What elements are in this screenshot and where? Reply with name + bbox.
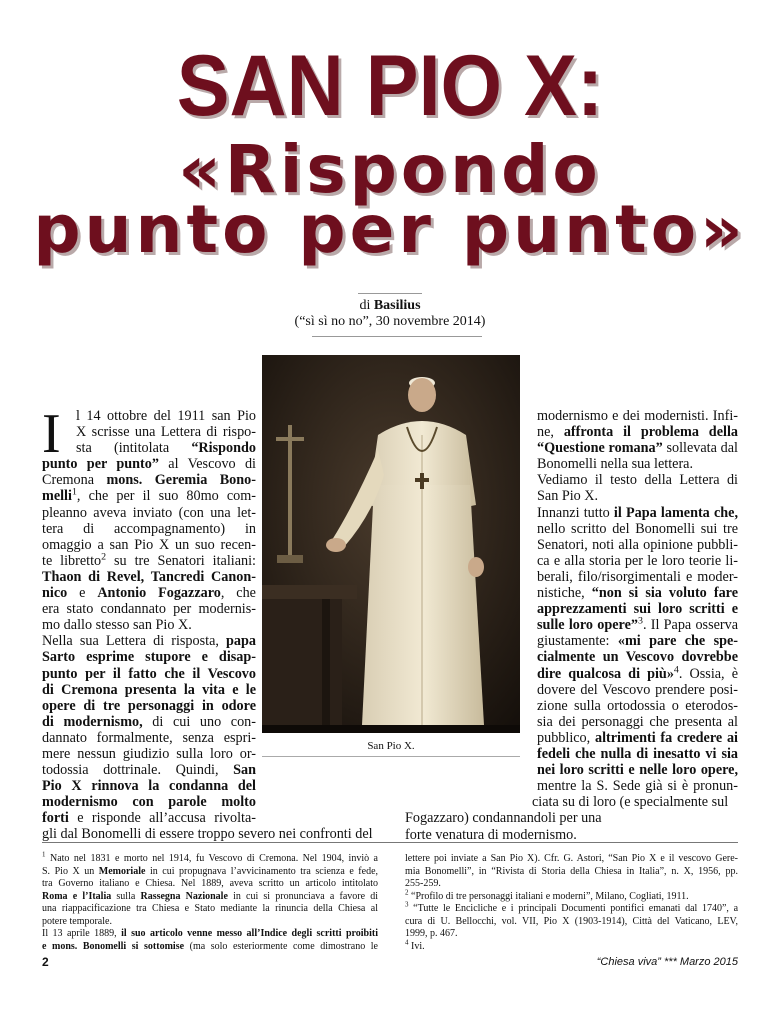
footnote-line: mia Bonomelli”, in “Rivista di Storia della Chiesa in Italia”, n. X, 1956, pp. bbox=[405, 865, 738, 877]
byline-source: (“sì sì no no”, 30 novembre 2014) bbox=[294, 314, 486, 329]
text-line: pubblico, altrimenti fa credere ai bbox=[537, 729, 739, 746]
text-line: sulle loro opere”$^3$. Il Papa osserva bbox=[537, 615, 738, 634]
footnote-line: $^4$ Ivi. bbox=[405, 938, 425, 952]
text-line: Sarto esprime stupore e disap- bbox=[42, 649, 256, 666]
text-line: forti e risponde all’accusa rivolta- bbox=[42, 810, 256, 827]
text-line: ne, affronta il problema della bbox=[537, 424, 738, 441]
text-line: San Pio X. bbox=[537, 488, 599, 505]
text-line: modernismo e dei modernisti. Infi- bbox=[537, 408, 738, 424]
text-line: Cremona mons. Geremia Bono- bbox=[42, 472, 256, 489]
text-line: Vediamo il testo della Lettera di bbox=[537, 472, 738, 489]
column-2-end bbox=[405, 827, 738, 843]
column-1 bbox=[76, 408, 256, 456]
text-line: Senatori, noti alla opinione pubbli- bbox=[537, 536, 738, 553]
footnote-line: cura di U. Bellocchi, vol. VII, Pio X (1903-1914), Città del Vaticano, LEV, bbox=[405, 915, 738, 927]
byline-rule-bottom bbox=[312, 336, 482, 337]
footnote-line: $^2$ “Profilo di tre personaggi italiani e moderni”, Milano, Cogliati, 1911. bbox=[405, 888, 689, 902]
text-line: todossia dottrinale. Quindi, San bbox=[42, 762, 256, 779]
title-line-3: punto per punto» bbox=[33, 191, 747, 268]
footnote-line: lettere poi inviate a San Pio X). Cfr. G. Astori, “San Pio X e il vescovo Gere- bbox=[405, 853, 738, 864]
footnote-line: S. Pio X un Memoriale in cui propugnava l’avvicinamento tra scienza e fede, bbox=[42, 865, 379, 877]
footnotes-right bbox=[405, 853, 738, 953]
text-line: gli dal Bonomelli di essere troppo severo nei confronti del bbox=[42, 826, 373, 843]
text-line: mentre la S. Sede già si è pronun- bbox=[537, 778, 738, 795]
text-line: giustamente: «mi pare che spe- bbox=[537, 633, 739, 650]
text-line: omaggio a san Pio X un suo recen- bbox=[42, 536, 256, 553]
text-line: dire qualcosa di più»$^4$. Ossia, è bbox=[537, 663, 738, 682]
column-2-bottom bbox=[405, 794, 738, 826]
text-line: mo dallo stesso san Pio X. bbox=[42, 617, 192, 634]
footnote-line: una riappacificazione tra Chiesa e Stato mediante la rinuncia della Chiesa al bbox=[42, 903, 378, 914]
text-line: forte venatura di modernismo. bbox=[405, 826, 577, 843]
text-line: melli$^1$, che per il suo 80mo com- bbox=[42, 486, 256, 505]
footnote-line: 255-259. bbox=[405, 878, 441, 889]
author-name: Basilius bbox=[373, 298, 421, 313]
text-line: Thaon di Revel, Tancredi Canon- bbox=[42, 568, 256, 585]
footnote-line: e mons. Bonomelli si sottomise (ma solo esteriormente come dimostrano le bbox=[42, 940, 378, 952]
text-line: fedeli che nulla di inesatto vi sia bbox=[537, 745, 738, 762]
text-line: apprezzamenti sui loro scritti e bbox=[537, 601, 738, 618]
text-line: Innanzi tutto il Papa lamenta che, bbox=[537, 504, 738, 521]
text-line: berali, filo/risorgimentali e moder- bbox=[537, 568, 738, 585]
text-line: ca e alla storia per le loro teorie li- bbox=[537, 552, 738, 569]
text-line: Nella sua Lettera di risposta, papa bbox=[42, 633, 256, 650]
text-line: nistiche, “non si sia voluto fare bbox=[537, 585, 738, 602]
footnote-line: tra Governo italiano e Chiesa. Nel 1889, aveva scritto un articolo intitolato bbox=[42, 878, 378, 889]
text-line: di Cremona presenta la vita e le bbox=[42, 681, 256, 698]
text-line: dannato formalmente, senza espri- bbox=[42, 729, 256, 746]
text-line: opere di tre personaggi in odore bbox=[42, 697, 256, 714]
pope-photo bbox=[262, 355, 520, 733]
text-line: tera di accompagnamento) in bbox=[42, 520, 256, 537]
text-line: ciata su di loro (e specialmente sul bbox=[532, 794, 729, 811]
footnote-line: Il 13 aprile 1889, il suo articolo venne messo all’Indice degli scritti proibiti bbox=[42, 928, 378, 939]
byline: di Basilius bbox=[359, 298, 421, 313]
text-line: Fogazzaro) condannandoli per una bbox=[405, 810, 602, 827]
drop-cap: I bbox=[42, 403, 61, 465]
text-line: “Questione romana” sollevata dal bbox=[537, 440, 738, 457]
column-1-body bbox=[42, 456, 373, 843]
text-line: mere nessun giudizio sulla loro or- bbox=[42, 745, 256, 762]
text-line: nello scritto del Bonomelli sui tre bbox=[537, 520, 738, 537]
footnote-line: 1999, p. 467. bbox=[405, 928, 458, 939]
footnote-line: $^1$ Nato nel 1831 e morto nel 1914, fu Vescovo di Cremona. Nel 1904, inviò a bbox=[42, 850, 378, 864]
text-line: sia dei personaggi che presenta al bbox=[537, 713, 738, 730]
text-line: nei loro scritti e nelle loro opere, bbox=[537, 762, 738, 779]
text-line: di modernismo, di cui uno con- bbox=[42, 713, 257, 730]
pope-photo-illustration bbox=[262, 355, 520, 733]
photo-caption: San Pio X. bbox=[367, 740, 415, 752]
text-line: zione sulla ortodossia o eterodos- bbox=[537, 697, 738, 714]
text-line: modernismo con parole molto bbox=[42, 794, 256, 811]
column-2 bbox=[537, 408, 738, 794]
byline-rule-top bbox=[358, 293, 422, 294]
text-line: sta (intitolata “Rispondo bbox=[76, 440, 256, 457]
text-line: punto per il fatto che il Vescovo bbox=[42, 665, 256, 682]
magazine-issue: “Chiesa viva” *** Marzo 2015 bbox=[596, 956, 738, 968]
text-line: l 14 ottobre del 1911 san Pio bbox=[76, 408, 256, 424]
footnotes-rule bbox=[42, 842, 738, 843]
footnote-line: Roma e l’Italia sulla Rassegna Nazionale in cui si pronunciava a favore di bbox=[42, 890, 378, 902]
text-line: X scrisse una Lettera di rispo- bbox=[76, 424, 256, 441]
text-line: era stato condannato per modernis- bbox=[42, 601, 256, 618]
footnote-line: potere temporale. bbox=[42, 915, 112, 927]
text-line: pleanno aveva inviato (con una let- bbox=[42, 504, 256, 521]
text-line: punto per punto” al Vescovo di bbox=[42, 456, 256, 473]
footnotes-left bbox=[42, 850, 379, 953]
text-line: cialmente un Vescovo dovrebbe bbox=[537, 649, 738, 666]
text-line: Pio X rinnova la condanna del bbox=[42, 778, 256, 795]
title-line-1: SAN PIO X: bbox=[176, 38, 604, 134]
text-line: dovere del Vescovo prendere posi- bbox=[537, 681, 738, 698]
text-line: te libretto$^2$ su tre Senatori italiani: bbox=[42, 551, 256, 569]
text-line: nico e Antonio Fogazzaro, che bbox=[42, 585, 256, 602]
text-line: Bonomelli nella sua lettera. bbox=[537, 456, 694, 473]
caption-rule bbox=[262, 756, 520, 757]
page-number: 2 bbox=[42, 955, 49, 969]
footnote-line: $^3$ “Tutte le Encicliche e i principali Documenti pontifici emanati dal 1740”, a bbox=[405, 900, 739, 914]
title-line-2: «Rispondo bbox=[178, 131, 602, 208]
